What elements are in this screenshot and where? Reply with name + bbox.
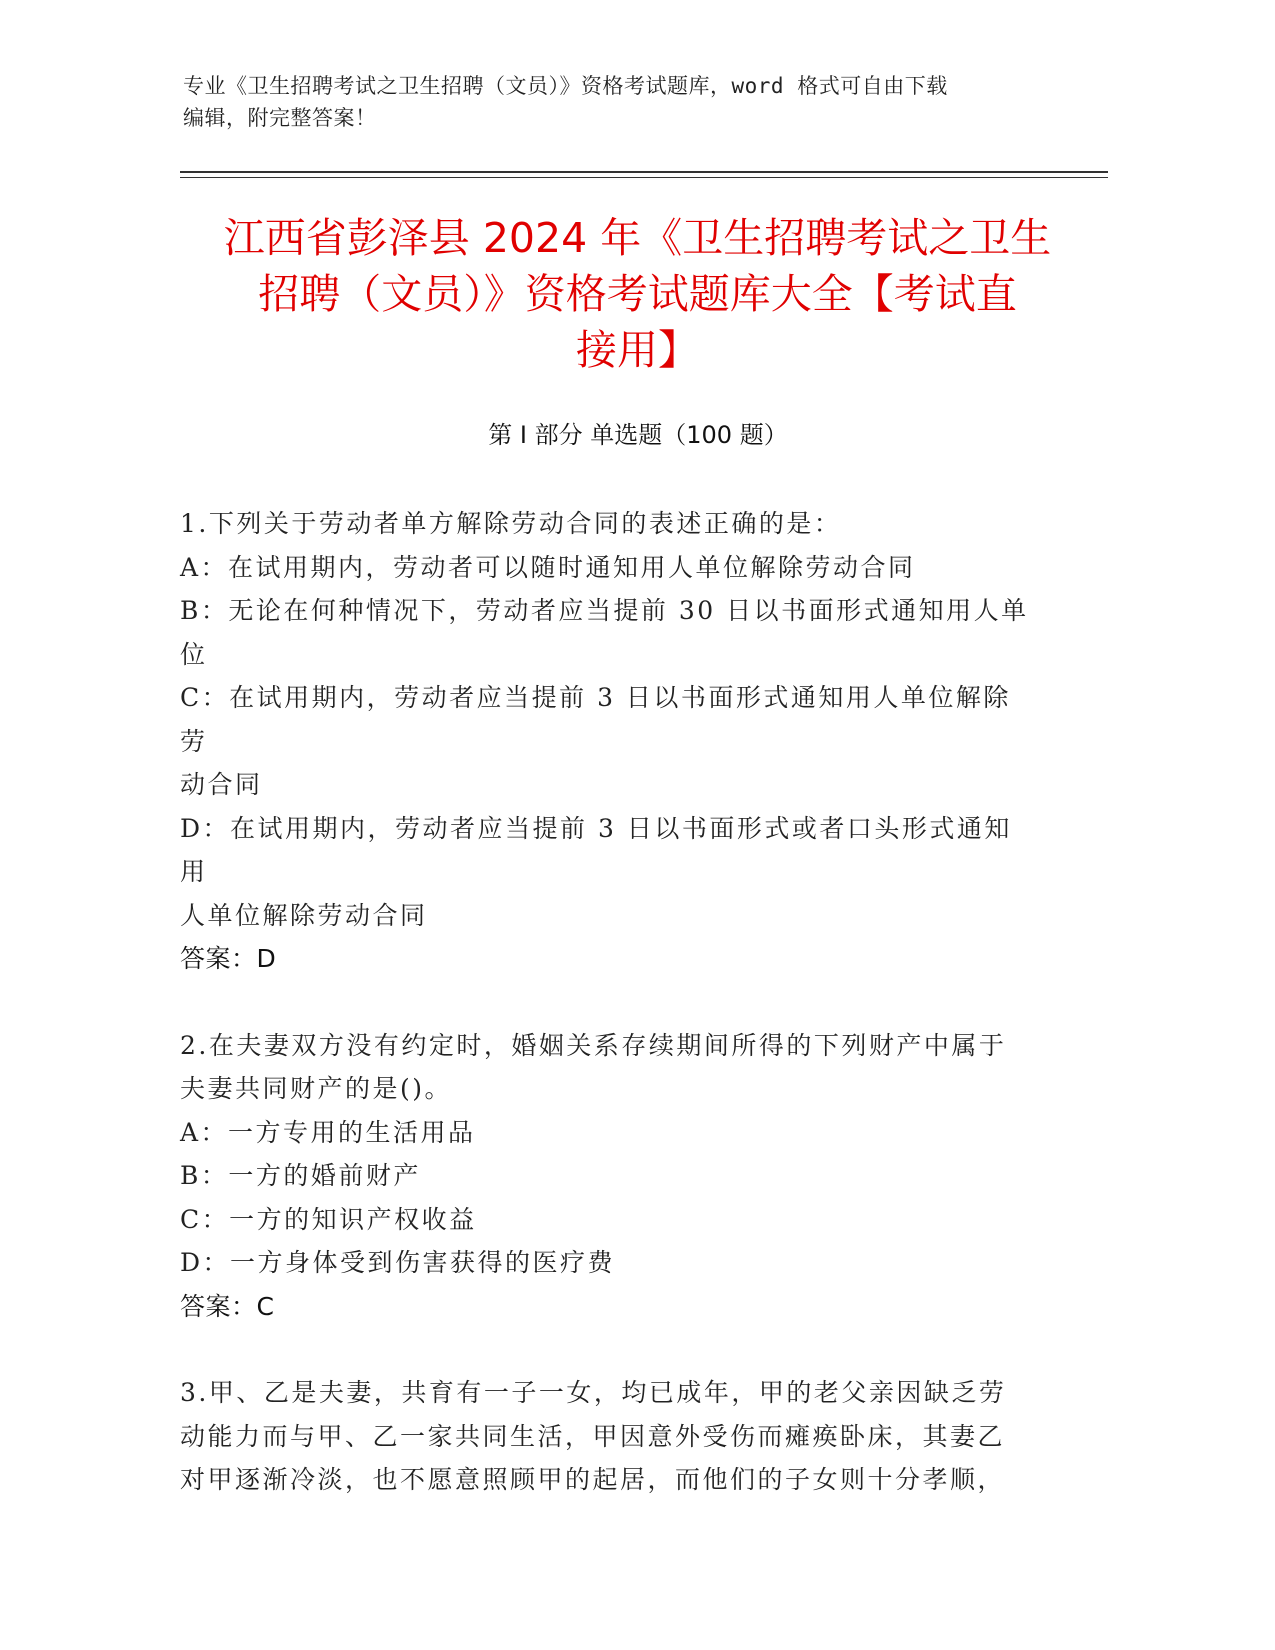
question-stem-line: 3.甲、乙是夫妻，共育有一子一女，均已成年，甲的老父亲因缺乏劳 [180, 1378, 1007, 1407]
answer-label: 答案：D [180, 944, 277, 973]
option-line: 人单位解除劳动合同 [180, 900, 428, 930]
question-stem-line: 2.在夫妻双方没有约定时，婚姻关系存续期间所得的下列财产中属于 [180, 1030, 1007, 1060]
header-note-line-2: 编辑，附完整答案！ [183, 106, 377, 130]
option-line: B：一方的婚前财产 [180, 1161, 421, 1190]
document-title [170, 210, 1105, 378]
header-divider-thin [180, 177, 1108, 178]
option-line: D：在试用期内，劳动者应当提前 3 日以书面形式或者口头形式通知用 [180, 813, 1012, 886]
option-line: A：在试用期内，劳动者可以随时通知用人单位解除劳动合同 [180, 552, 916, 582]
question-item [180, 502, 1030, 981]
option-line: D：一方身体受到伤害获得的医疗费 [180, 1248, 616, 1277]
question-item [180, 1371, 1030, 1502]
option-line: 位 [180, 639, 208, 669]
option-line: A：一方专用的生活用品 [180, 1117, 476, 1147]
section-title: 第 I 部分 单选题（100 题） [488, 421, 788, 449]
header-note [183, 70, 1083, 134]
document-title-line-1: 江西省彭泽县 2024 年《卫生招聘考试之卫生 [223, 214, 1052, 262]
question-list [180, 502, 1030, 1545]
question-stem-line: 1.下列关于劳动者单方解除劳动合同的表述正确的是： [180, 509, 842, 538]
answer-label: 答案：C [180, 1291, 275, 1321]
question-item [180, 1024, 1030, 1329]
option-line: 动合同 [180, 770, 263, 799]
question-stem-line: 夫妻共同财产的是()。 [180, 1074, 453, 1103]
option-line: B：无论在何种情况下，劳动者应当提前 30 日以书面形式通知用人单 [180, 596, 1029, 625]
option-line: C：一方的知识产权收益 [180, 1204, 477, 1234]
question-stem-line: 对甲逐渐冷淡，也不愿意照顾甲的起居，而他们的子女则十分孝顺， [180, 1465, 1006, 1494]
option-line: C：在试用期内，劳动者应当提前 3 日以书面形式通知用人单位解除劳 [180, 683, 1011, 756]
question-stem-line: 动能力而与甲、乙一家共同生活，甲因意外受伤而瘫痪卧床，其妻乙 [180, 1421, 1006, 1451]
document-title-line-3: 接用】 [576, 326, 699, 374]
header-note-line-1: 专业《卫生招聘考试之卫生招聘（文员）》资格考试题库，word 格式可自由下载 [183, 74, 948, 98]
header-divider-thick [180, 171, 1108, 173]
document-title-line-2: 招聘（文员）》资格考试题库大全【考试直 [258, 270, 1017, 318]
